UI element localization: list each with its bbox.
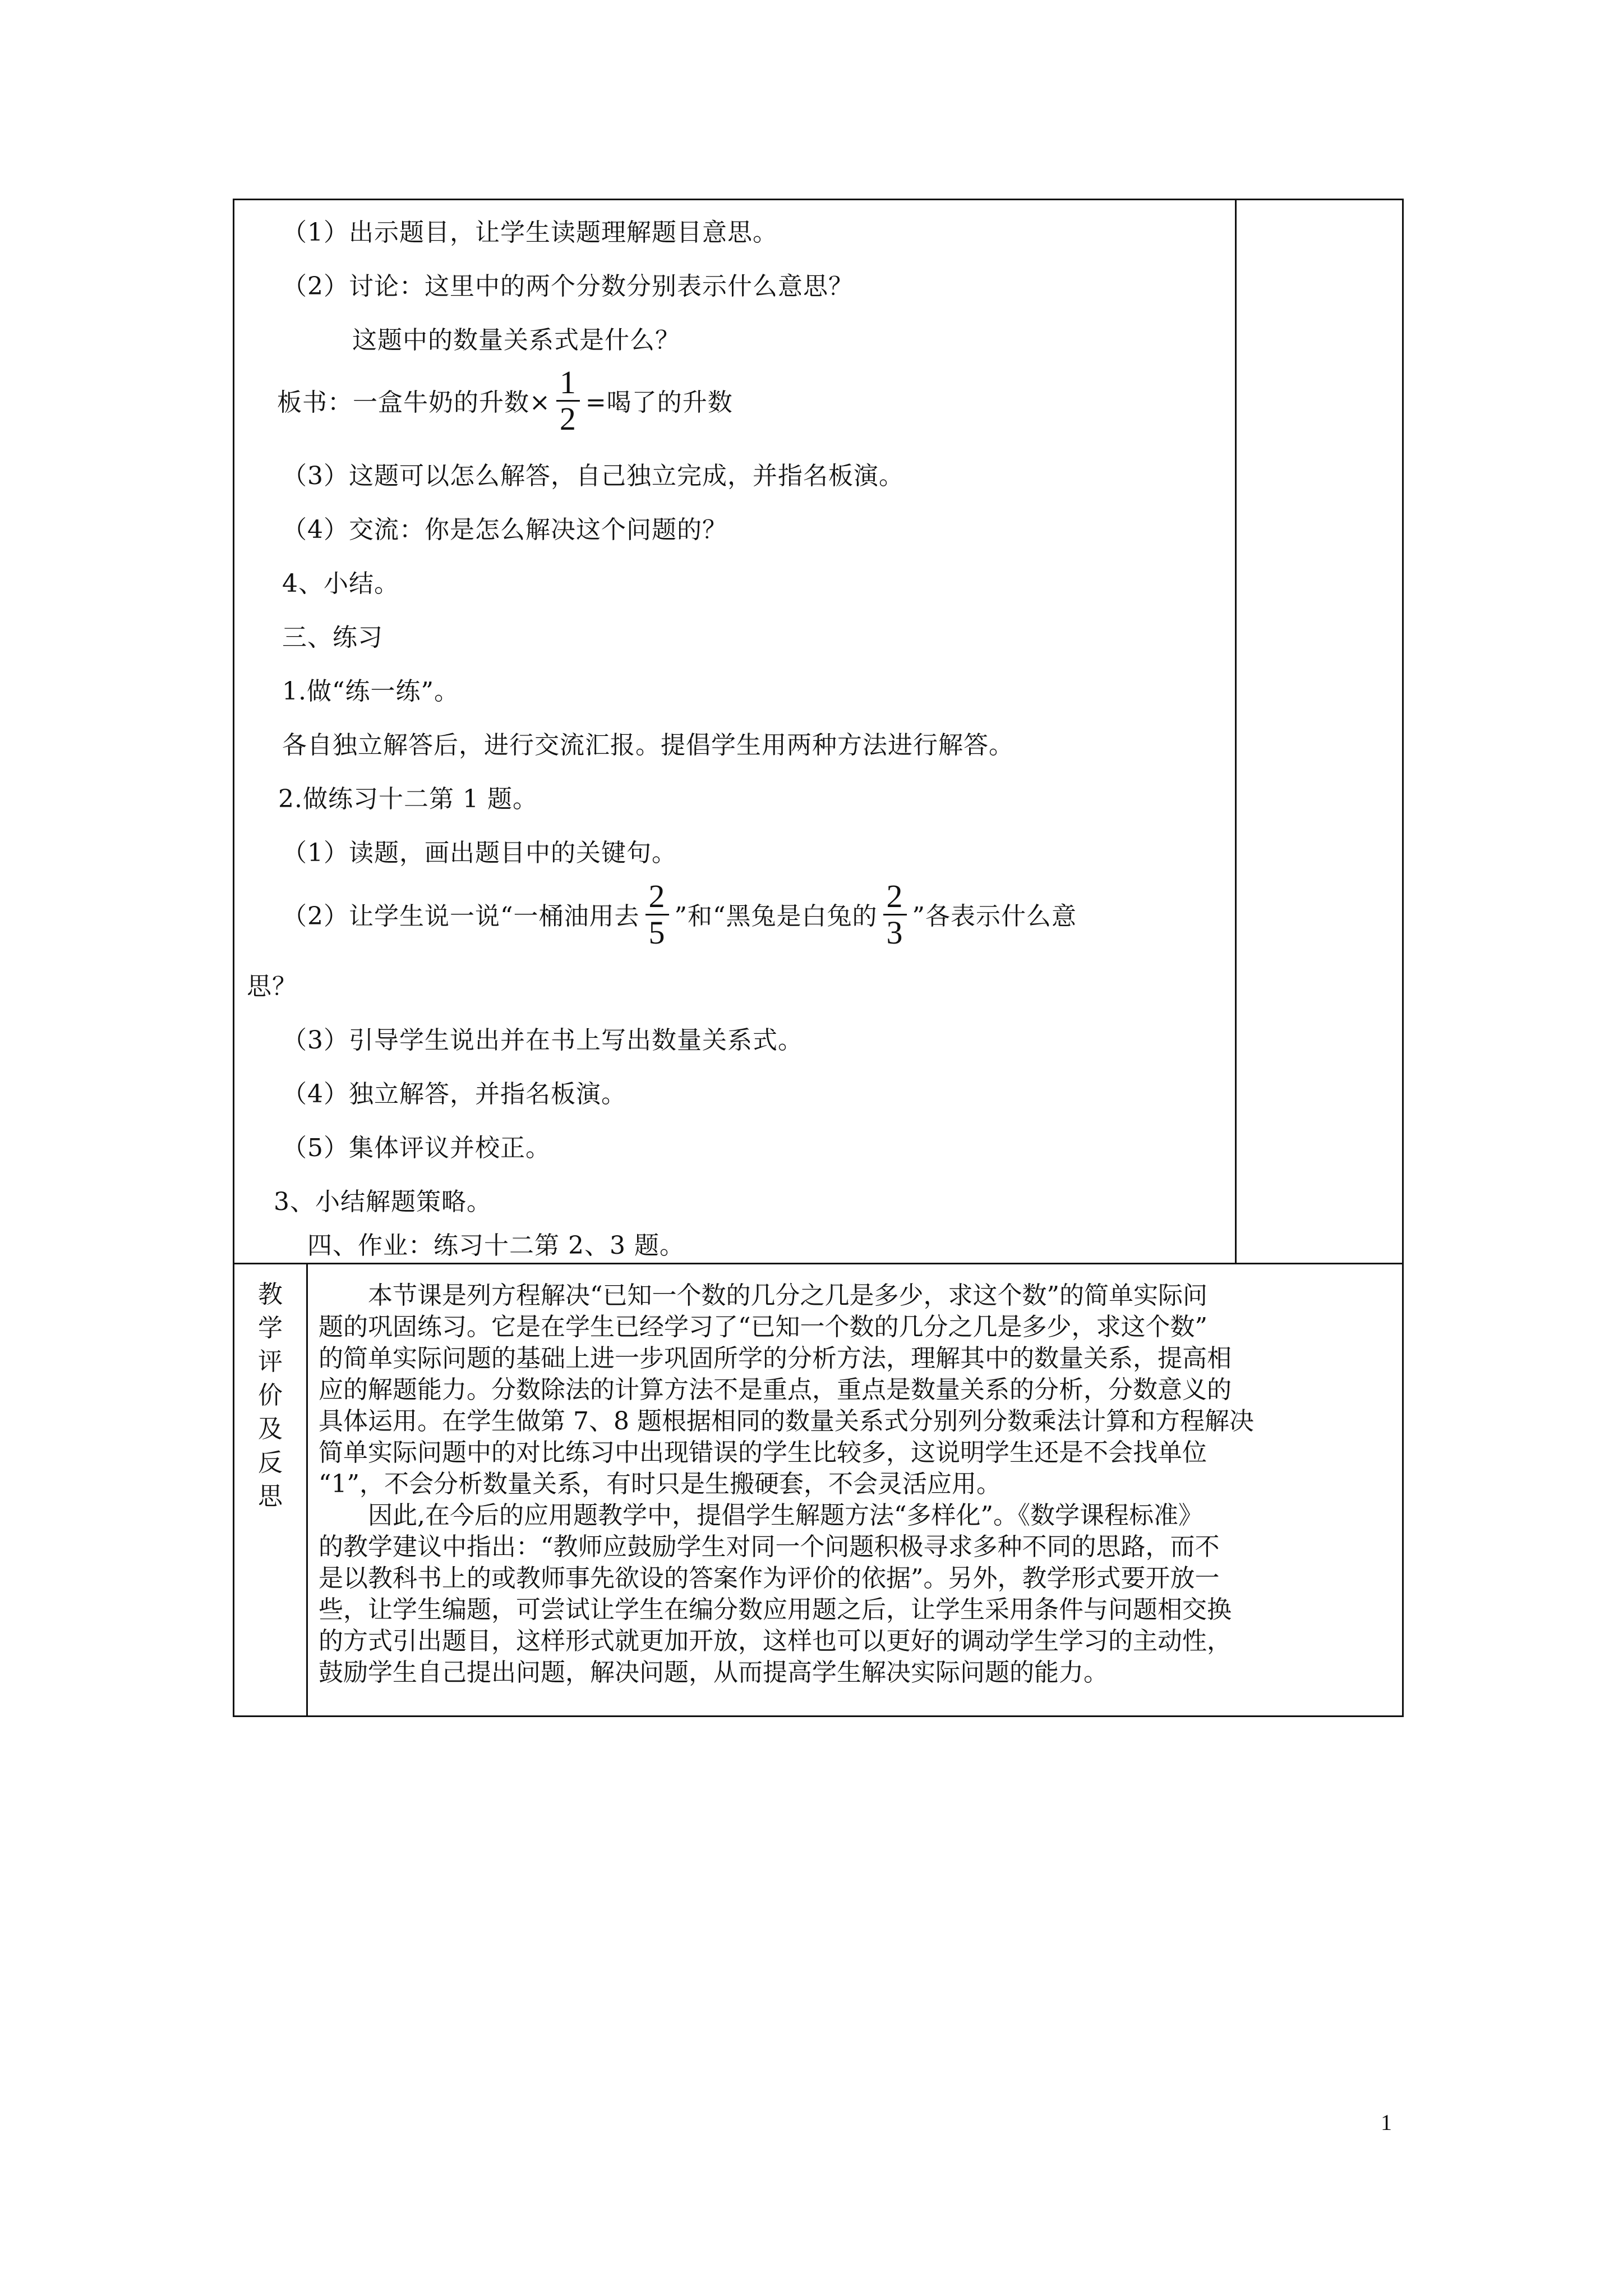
column-divider: [1235, 200, 1237, 1263]
section-heading: 三、练习: [282, 623, 383, 652]
reflection-line: 题的巩固练习。它是在学生已经学习了“已知一个数的几分之几是多少，求这个数”: [319, 1313, 1207, 1341]
lesson-steps-table: [233, 199, 1404, 1264]
fraction-one-half: $\frac{1}{2}$: [556, 365, 580, 436]
reflection-line: 简单实际问题中的对比练习中出现错误的学生比较多，这说明学生还是不会找单位: [319, 1438, 1207, 1467]
step-line: 这题中的数量关系式是什么？: [352, 326, 680, 355]
reflection-line: 因此,在今后的应用题教学中，提倡学生解题方法“多样化”。《数学课程标准》: [319, 1501, 1203, 1530]
reflection-line: 是以教科书上的或教师事先欲设的答案作为评价的依据”。另外，教学形式要开放一: [319, 1564, 1220, 1593]
step-line: （5）集体评议并校正。: [282, 1134, 551, 1162]
reflection-line: 的简单实际问题的基础上进一步巩固所学的分析方法，理解其中的数量关系，提高相: [319, 1344, 1232, 1373]
step-line: （4）独立解答，并指名板演。: [282, 1080, 626, 1108]
reflection-line: 具体运用。在学生做第 7、8 题根据相同的数量关系式分别列分数乘法计算和方程解决: [319, 1407, 1254, 1435]
step-line: 思？: [247, 972, 297, 1001]
step-line: （1）读题，画出题目中的关键句。: [282, 839, 677, 867]
reflection-text: [319, 1280, 1393, 1688]
step-line: 3、小结解题策略。: [274, 1188, 492, 1216]
fraction-two-fifths: $\frac{2}{5}$: [645, 879, 669, 950]
fraction-two-thirds: $\frac{2}{3}$: [883, 879, 907, 950]
reflection-line: “1”，不会分析数量关系，有时只是生搬硬套，不会灵活应用。: [319, 1470, 1001, 1498]
board-prefix: 板书：一盒牛奶的升数×: [277, 388, 551, 417]
reflection-line: 应的解题能力。分数除法的计算方法不是重点，重点是数量关系的分析，分数意义的: [319, 1375, 1232, 1404]
step-line: （4）交流：你是怎么解决这个问题的？: [282, 516, 727, 544]
reflection-line: 的方式引出题目，这样形式就更加开放，这样也可以更好的调动学生学习的主动性，: [319, 1627, 1232, 1655]
homework-line: 四、作业：练习十二第 2、3 题。: [307, 1231, 685, 1260]
step-line: （1）出示题目，让学生读题理解题目意思。: [282, 218, 778, 247]
page-number: 1: [1381, 2110, 1392, 2135]
step-line: 4、小结。: [282, 569, 399, 598]
question-two-line: （2）让学生说一说“一桶油用去 $\frac{2}{5}$ ”和“黑兔是白兔的 $\frac{2}{3}$ ”各表示什么意: [282, 878, 1077, 951]
reflection-line: 的教学建议中指出：“教师应鼓励学生对同一个问题积极寻求多种不同的思路，而不: [319, 1533, 1220, 1561]
step-line: 各自独立解答后，进行交流汇报。提倡学生用两种方法进行解答。: [282, 731, 1014, 760]
step-line: （2）讨论：这里中的两个分数分别表示什么意思？: [282, 272, 854, 301]
reflection-line: 本节课是列方程解决“已知一个数的几分之几是多少，求这个数”的简单实际问: [319, 1281, 1207, 1310]
reflection-line: 鼓励学生自己提出问题，解决问题，从而提高学生解决实际问题的能力。: [319, 1658, 1108, 1687]
board-suffix: =喝了的升数: [585, 388, 733, 417]
reflection-table: [233, 1263, 1404, 1717]
board-formula: [277, 364, 733, 440]
step-line: （3）这题可以怎么解答，自己独立完成，并指名板演。: [282, 462, 904, 490]
step-line: 1.做“练一练”。: [282, 677, 459, 706]
reflection-label: 教 学 评 价 及 反 思: [258, 1280, 283, 1511]
column-divider: [306, 1264, 308, 1715]
step-line: 2.做练习十二第 1 题。: [278, 785, 538, 813]
step-line: （3）引导学生说出并在书上写出数量关系式。: [282, 1026, 803, 1055]
reflection-line: 些，让学生编题，可尝试让学生在编分数应用题之后，让学生采用条件与问题相交换: [319, 1595, 1232, 1624]
